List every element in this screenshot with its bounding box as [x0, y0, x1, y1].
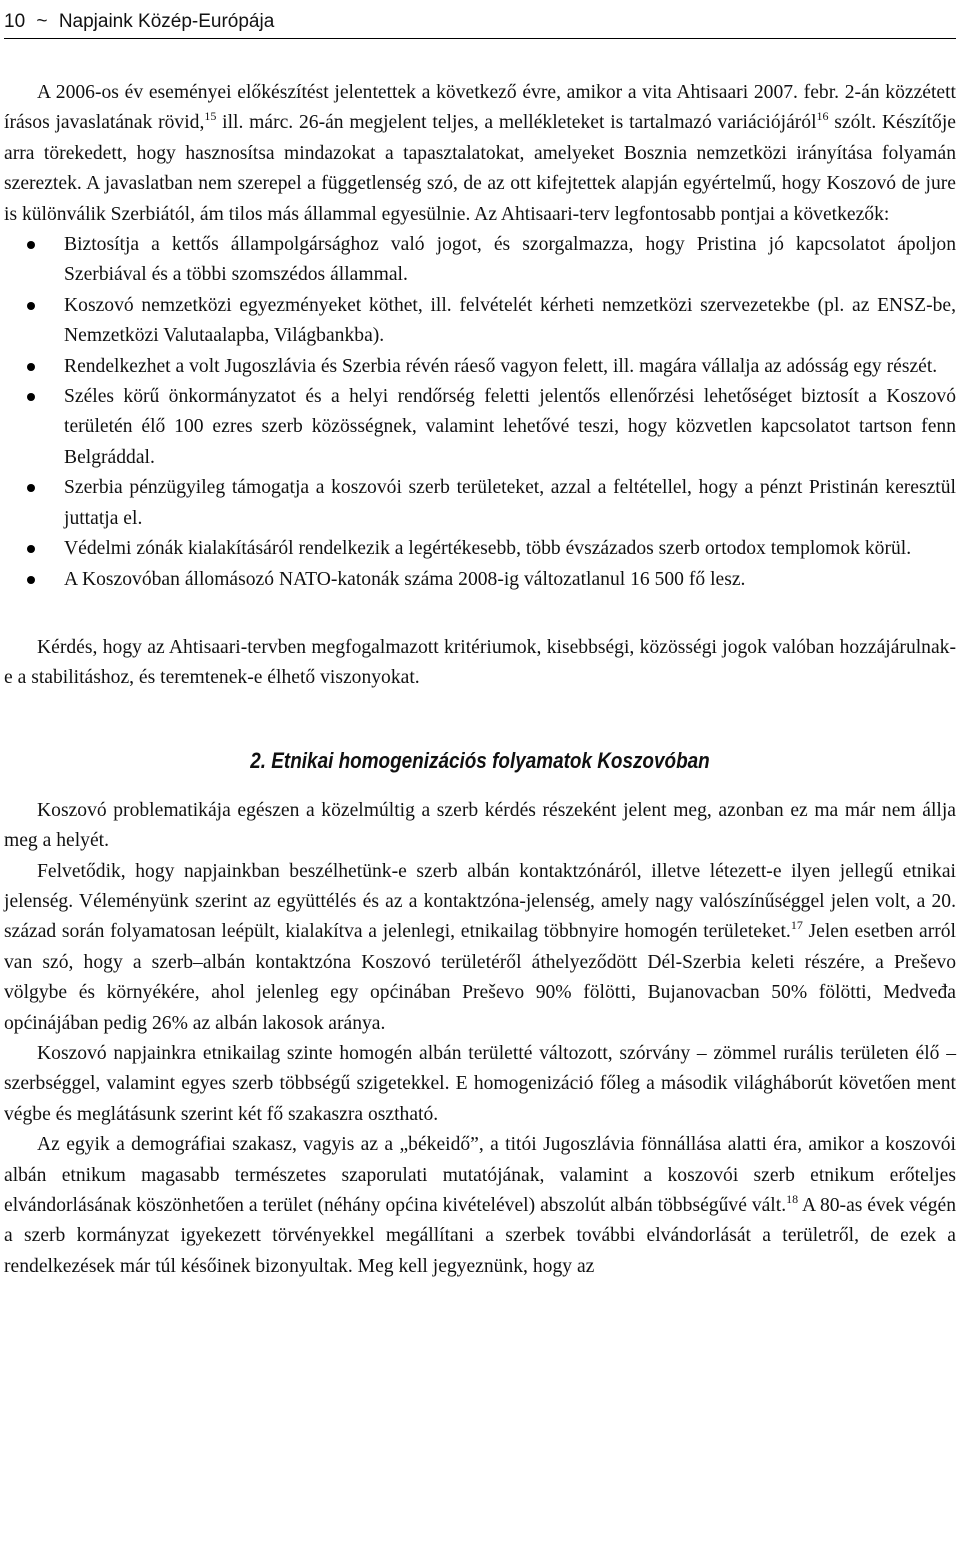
bullet-icon — [27, 363, 35, 371]
bullet-icon — [27, 393, 35, 401]
footnote-ref-18[interactable]: 18 — [786, 1192, 799, 1206]
intro-text-c: szólt. Készítője arra törekedett, hogy hasznosítsa mindazokat a tapasztalatokat, amelyeket Bosznia nemzetközi irányítása folyamán szereztek. A javaslatban nem szerepel a függetlenség szó, de az ott kifejtettek alapján egyértelmű, hogy Koszovó de jure is különválik Szerbiától, ám tilos más állammal egyesülnie. Az Ahtisaari-terv legfontosabb pontjai a következők: — [4, 112, 956, 225]
header-separator: ~ — [36, 11, 48, 32]
list-item: Koszovó nemzetközi egyezményeket köthet, ill. felvételét kérheti nemzetközi szervezetekbe (pl. az ENSZ-be, Nemzetközi Valutaalapba, Világbankba). — [4, 291, 956, 352]
list-item: A Koszovóban állomásozó NATO-katonák száma 2008-ig változatlanul 16 500 fő lesz. — [4, 565, 956, 595]
paragraph-2 — [4, 857, 956, 1039]
list-item: Védelmi zónák kialakításáról rendelkezik a legértékesebb, több évszázados szerb ortodox templomok körül. — [4, 534, 956, 564]
intro-paragraph — [4, 78, 956, 230]
list-item: Szerbia pénzügyileg támogatja a koszovói szerb területeket, azzal a feltétellel, hogy a pénzt Pristinán keresztül juttatja el. — [4, 473, 956, 534]
paragraph-2-text-a: Felvetődik, hogy napjainkban beszélhetünk-e szerb albán kontaktzónáról, illetve létezett-e ilyen jellegű etnikai jelenség. Véleményünk szerint az együttélés és az a kontaktzóna-jelenség, amely nagy valószínűséggel jelen volt, a 20. század során folyamatosan leépült, kialakítva a jelenlegi, etnikailag többnyire homogén területeket. — [4, 860, 956, 943]
paragraph-3: Koszovó napjainkra etnikailag szinte homogén albán területté változott, szórvány – zömmel rurális területen élő – szerbséggel, valamint egyes szerb többségű szigetekkel. E homogenizáció főleg a második világháborút követően ment végbe és meglátásunk szerint két fő szakaszra osztható. — [4, 1042, 956, 1125]
intro-text-a: A 2006-os év eseményei előkészítést jelentettek a következő évre, amikor a vita Ahtisaari 2007. febr. 2-án közzétett írásos javaslatának rövid, — [4, 82, 956, 134]
intro-text-b: ill. márc. 26-án megjelent teljes, a mellékleteket is tartalmazó variációjáról — [216, 112, 817, 134]
paragraph-4-text-a: Az egyik a demográfiai szakasz, vagyis az a „békeidő”, a titói Jugoszlávia fönnállása alatti éra, amikor a koszovói albán etnikum magasabb természetes szaporulati mutatójának, valamint a koszovói szerb etnikum erőteljes elvándorlásának köszönhetően a terület (néhány općina kivételével) abszolút albán többségűvé vált. — [4, 1134, 956, 1216]
list-item: Biztosítja a kettős állampolgársághoz való jogot, és szorgalmazza, hogy Pristina jó kapcsolatot ápoljon Szerbiával és a többi szomszédos állammal. — [4, 230, 956, 291]
bullet-icon — [27, 545, 35, 553]
footnote-ref-15[interactable]: 15 — [204, 109, 217, 124]
bullet-icon — [27, 302, 35, 310]
bullet-icon — [27, 484, 35, 492]
section-heading: 2. Etnikai homogenizációs folyamatok Koszovóban — [250, 747, 710, 773]
spacer — [4, 595, 956, 633]
page-body — [4, 78, 956, 1282]
plan-points-list — [4, 230, 956, 595]
paragraph-4 — [4, 1130, 956, 1282]
question-paragraph: Kérdés, hogy az Ahtisaari-tervben megfogalmazott kritériumok, kisebbségi, közösségi jogok valóban hozzájárulnak-e a stabilitáshoz, és teremtenek-e élhető viszonyokat. — [4, 636, 956, 689]
list-item: Széles körű önkormányzatot és a helyi rendőrség feletti jelentős ellenőrzési lehetőséget biztosít a Koszovó területén élő 100 ezres szerb közösségnek, valamint lehetővé teszi, hogy közvetlen kapcsolatot tartson fenn Belgráddal. — [4, 382, 956, 473]
running-title: Napjaink Közép-Európája — [58, 11, 275, 32]
bullet-icon — [27, 241, 35, 249]
bullet-icon — [27, 576, 35, 584]
footnote-ref-17[interactable]: 17 — [790, 918, 803, 933]
footnote-ref-16[interactable]: 16 — [816, 109, 829, 124]
paragraph-1: Koszovó problematikája egészen a közelmúltig a szerb kérdés részeként jelent meg, azonban ez ma már nem állja meg a helyét. — [4, 799, 956, 852]
running-header — [4, 8, 956, 39]
page-number: 10 — [4, 11, 26, 32]
list-item: Rendelkezhet a volt Jugoszlávia és Szerbia révén ráeső vagyon felett, ill. magára vállalja az adósság egy részét. — [4, 352, 956, 382]
paragraph-2-text-b: Jelen esetben arról van szó, hogy a szerb–albán kontaktzóna Koszovó területéről áthelyeződött Dél-Szerbia keleti részére, a Preševo völgybe és környékére, ahol jelenleg egy općinában Preševo 90% fölötti, Bujanovacban 50% fölötti, Medveđa općinájában pedig 26% az albán lakosok aránya. — [4, 921, 956, 1034]
paragraph-4-text-b: A 80-as évek végén a szerb kormányzat igyekezett törvényekkel megállítani a szerbek további elvándorlását a területről, de ezek a rendelkezések már túl későinek bizonyultak. Meg kell jegyeznünk, hogy az — [4, 1195, 957, 1277]
